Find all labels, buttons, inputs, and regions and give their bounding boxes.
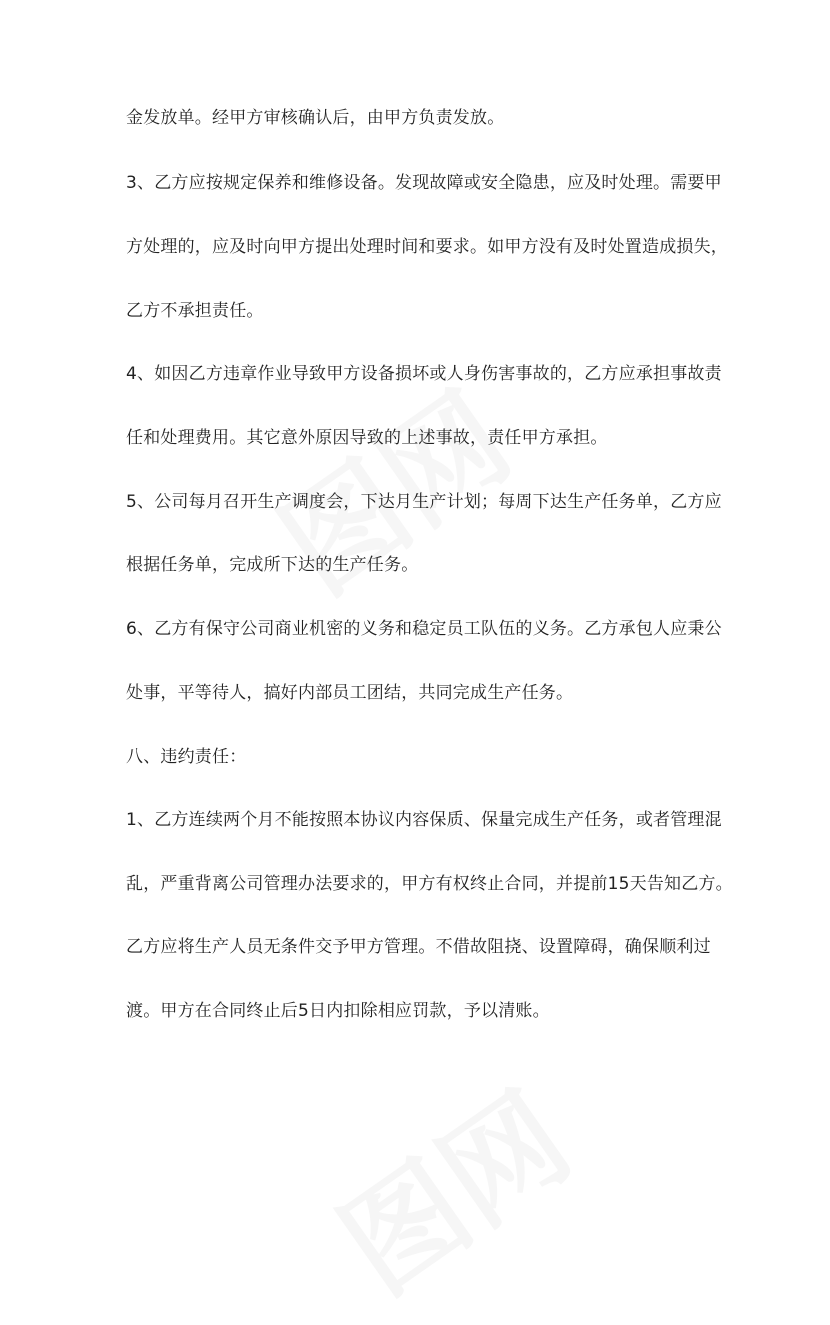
text-line-4: 乙方不承担责任。: [126, 301, 264, 321]
text-line-15: 渡。甲方在合同终止后5日内扣除相应罚款，予以清账。: [126, 1001, 550, 1021]
text-line-6: 任和处理费用。其它意外原因导致的上述事故，责任甲方承担。: [126, 428, 608, 448]
text-line-7: 5、公司每月召开生产调度会，下达月生产计划；每周下达生产任务单，乙方应: [126, 492, 722, 512]
text-line-8: 根据任务单，完成所下达的生产任务。: [126, 555, 419, 575]
watermark-logo-bottom: [302, 1047, 597, 1325]
text-line-5: 4、如因乙方违章作业导致甲方设备损坏或人身伤害事故的，乙方应承担事故责: [126, 364, 722, 384]
text-line-12: 1、乙方连续两个月不能按照本协议内容保质、保量完成生产任务，或者管理混: [126, 810, 722, 830]
text-line-9: 6、乙方有保守公司商业机密的义务和稳定员工队伍的义务。乙方承包人应秉公: [126, 619, 722, 639]
section-heading: 八、违约责任：: [126, 747, 247, 767]
text-line-13: 乱，严重背离公司管理办法要求的，甲方有权终止合同，并提前15天告知乙方。: [126, 874, 733, 894]
text-line-14: 乙方应将生产人员无条件交予甲方管理。不借故阻挠、设置障碍，确保顺利过: [126, 937, 711, 957]
text-line-1: 金发放单。经甲方审核确认后，由甲方负责发放。: [126, 108, 505, 128]
text-line-10: 处事，平等待人，搞好内部员工团结，共同完成生产任务。: [126, 683, 574, 703]
text-line-2: 3、乙方应按规定保养和维修设备。发现故障或安全隐患，应及时处理。需要甲: [126, 173, 722, 193]
text-line-3: 方处理的，应及时向甲方提出处理时间和要求。如甲方没有及时处置造成损失，: [126, 237, 728, 257]
watermark-logo: [242, 347, 537, 626]
